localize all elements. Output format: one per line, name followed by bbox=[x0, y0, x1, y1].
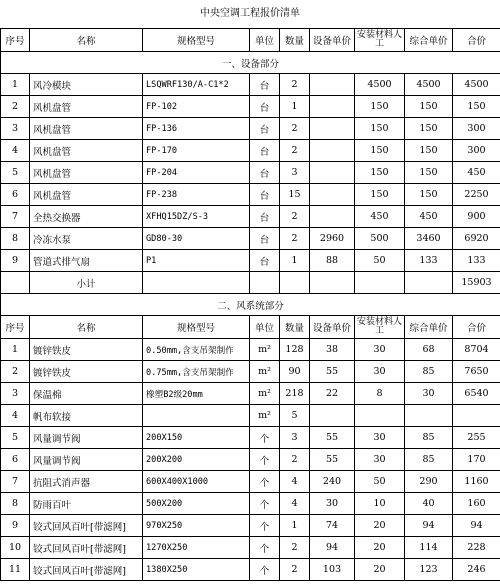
cell-install-labor: 50 bbox=[355, 250, 405, 272]
cell-equip-price: 55 bbox=[310, 449, 355, 471]
table-row bbox=[1, 184, 500, 206]
cell-total: 6540 bbox=[453, 383, 500, 405]
cell-total: 450 bbox=[453, 162, 500, 184]
cell-name: 铰式回风百叶[带滤网] bbox=[30, 515, 143, 537]
cell-install-labor: 30 bbox=[355, 361, 405, 383]
cell-unit: 个 bbox=[250, 493, 280, 515]
table-row bbox=[1, 228, 500, 250]
cell-qty: 2 bbox=[280, 559, 310, 581]
cell-install-labor: 8 bbox=[355, 383, 405, 405]
column-header-equip-price: 设备单价 bbox=[310, 29, 355, 52]
cell-unit: m² bbox=[250, 339, 280, 361]
cell-index: 11 bbox=[1, 559, 30, 581]
cell-install-labor: 500 bbox=[355, 228, 405, 250]
cell-install-labor: 30 bbox=[355, 449, 405, 471]
sheet-title: 中央空调工程报价清单 bbox=[200, 8, 300, 19]
cell-qty: 128 bbox=[280, 339, 310, 361]
table-row bbox=[1, 118, 500, 140]
column-header-install-labor: 安装材料人工 bbox=[355, 316, 405, 339]
cell-qty: 3 bbox=[280, 162, 310, 184]
cell-install-labor: 150 bbox=[355, 140, 405, 162]
cell-unit: 个 bbox=[250, 471, 280, 493]
cell-unit-price bbox=[405, 405, 453, 427]
cell-equip-price bbox=[310, 184, 355, 206]
table-row bbox=[1, 206, 500, 228]
cell-install-labor: 150 bbox=[355, 96, 405, 118]
cell-name: 镀锌铁皮 bbox=[30, 361, 143, 383]
cell-qty: 90 bbox=[280, 361, 310, 383]
cell-spec: 970X250 bbox=[143, 515, 250, 537]
cell-index: 1 bbox=[1, 74, 30, 96]
section1-header-row bbox=[1, 29, 500, 52]
cell-unit-price: 150 bbox=[405, 162, 453, 184]
cell-name: 风冷模块 bbox=[30, 74, 143, 96]
cell-total: 300 bbox=[453, 118, 500, 140]
cell-qty: 218 bbox=[280, 383, 310, 405]
cell-name: 风机盘管 bbox=[30, 184, 143, 206]
cell-install-labor: 4500 bbox=[355, 74, 405, 96]
cell-qty: 4 bbox=[280, 471, 310, 493]
cell-total bbox=[453, 405, 500, 427]
cell-equip-price: 94 bbox=[310, 537, 355, 559]
section2-header-row bbox=[1, 316, 500, 339]
cell-spec: LSQWRF130/A-C1*2 bbox=[143, 74, 250, 96]
cell-spec: 0.75mm,含支吊架制作 bbox=[143, 361, 250, 383]
cell-qty: 2 bbox=[280, 449, 310, 471]
table-row bbox=[1, 96, 500, 118]
table-row bbox=[1, 74, 500, 96]
table-row bbox=[1, 537, 500, 559]
cell-unit: 台 bbox=[250, 228, 280, 250]
section-title: 一、设备部分 bbox=[1, 52, 500, 74]
column-header-qty: 数量 bbox=[280, 29, 310, 52]
cell-index: 4 bbox=[1, 405, 30, 427]
cell-index: 3 bbox=[1, 118, 30, 140]
cell-equip-price bbox=[310, 405, 355, 427]
subtotal-blank-cell bbox=[1, 272, 30, 294]
cell-install-labor: 30 bbox=[355, 339, 405, 361]
table-row bbox=[1, 140, 500, 162]
cell-qty: 1 bbox=[280, 250, 310, 272]
cell-qty: 3 bbox=[280, 427, 310, 449]
cell-unit: 台 bbox=[250, 206, 280, 228]
cell-unit: 台 bbox=[250, 250, 280, 272]
cell-unit-price: 450 bbox=[405, 206, 453, 228]
cell-total: 170 bbox=[453, 449, 500, 471]
cell-spec: FP-238 bbox=[143, 184, 250, 206]
cell-unit: 个 bbox=[250, 537, 280, 559]
cell-index: 9 bbox=[1, 515, 30, 537]
cell-qty: 1 bbox=[280, 515, 310, 537]
cell-qty: 2 bbox=[280, 537, 310, 559]
cell-index: 1 bbox=[1, 339, 30, 361]
cell-spec: 500X200 bbox=[143, 493, 250, 515]
cell-qty: 1 bbox=[280, 96, 310, 118]
cell-name: 冷冻水泵 bbox=[30, 228, 143, 250]
column-header-equip-price: 设备单价 bbox=[310, 316, 355, 339]
table-row bbox=[1, 427, 500, 449]
cell-install-labor: 150 bbox=[355, 118, 405, 140]
cell-total: 4500 bbox=[453, 74, 500, 96]
cell-unit-price: 30 bbox=[405, 383, 453, 405]
cell-equip-price: 74 bbox=[310, 515, 355, 537]
cell-index: 9 bbox=[1, 250, 30, 272]
cell-total: 150 bbox=[453, 96, 500, 118]
cell-qty: 5 bbox=[280, 405, 310, 427]
cell-total: 900 bbox=[453, 206, 500, 228]
cell-total: 6920 bbox=[453, 228, 500, 250]
cell-total: 7650 bbox=[453, 361, 500, 383]
cell-total: 300 bbox=[453, 140, 500, 162]
column-header-index: 序号 bbox=[1, 316, 30, 339]
cell-unit: 个 bbox=[250, 449, 280, 471]
cell-equip-price: 30 bbox=[310, 493, 355, 515]
cell-qty: 2 bbox=[280, 228, 310, 250]
cell-unit: 台 bbox=[250, 96, 280, 118]
cell-unit-price: 85 bbox=[405, 361, 453, 383]
cell-index: 5 bbox=[1, 162, 30, 184]
cell-index: 8 bbox=[1, 493, 30, 515]
cell-index: 10 bbox=[1, 537, 30, 559]
cell-name: 镀锌铁皮 bbox=[30, 339, 143, 361]
cell-spec: XFHQ15DZ/S-3 bbox=[143, 206, 250, 228]
cell-unit: 个 bbox=[250, 427, 280, 449]
subtotal-row bbox=[1, 272, 500, 294]
cell-index: 2 bbox=[1, 361, 30, 383]
cell-spec: P1 bbox=[143, 250, 250, 272]
cell-unit: 台 bbox=[250, 140, 280, 162]
cell-total: 94 bbox=[453, 515, 500, 537]
cell-install-labor bbox=[355, 405, 405, 427]
cell-spec: GD80-30 bbox=[143, 228, 250, 250]
cell-unit: 台 bbox=[250, 162, 280, 184]
cell-unit-price: 150 bbox=[405, 184, 453, 206]
cell-qty: 4 bbox=[280, 493, 310, 515]
table-row bbox=[1, 361, 500, 383]
column-header-spec: 规格型号 bbox=[143, 316, 250, 339]
table-row bbox=[1, 449, 500, 471]
table-row bbox=[1, 250, 500, 272]
cell-unit-price: 3460 bbox=[405, 228, 453, 250]
cell-index: 2 bbox=[1, 96, 30, 118]
cell-equip-price: 2960 bbox=[310, 228, 355, 250]
cell-unit-price: 40 bbox=[405, 493, 453, 515]
cell-spec: 1380X250 bbox=[143, 559, 250, 581]
column-header-name: 名称 bbox=[30, 316, 143, 339]
cell-name: 风机盘管 bbox=[30, 162, 143, 184]
cell-index: 6 bbox=[1, 449, 30, 471]
column-header-index: 序号 bbox=[1, 29, 30, 52]
cell-unit-price: 68 bbox=[405, 339, 453, 361]
table-row bbox=[1, 493, 500, 515]
cell-name: 风机盘管 bbox=[30, 96, 143, 118]
cell-unit-price: 150 bbox=[405, 118, 453, 140]
cell-total: 228 bbox=[453, 537, 500, 559]
cell-unit: 台 bbox=[250, 184, 280, 206]
cell-install-labor: 10 bbox=[355, 493, 405, 515]
table-row bbox=[1, 471, 500, 493]
cell-name: 铰式回风百叶[带滤网] bbox=[30, 559, 143, 581]
cell-total: 8704 bbox=[453, 339, 500, 361]
quotation-table bbox=[0, 28, 500, 581]
cell-name: 保温棉 bbox=[30, 383, 143, 405]
cell-install-labor: 50 bbox=[355, 471, 405, 493]
cell-spec: FP-136 bbox=[143, 118, 250, 140]
cell-index: 6 bbox=[1, 184, 30, 206]
cell-total: 133 bbox=[453, 250, 500, 272]
subtotal-empty-cell bbox=[310, 272, 355, 294]
cell-spec: 1270X250 bbox=[143, 537, 250, 559]
table-row bbox=[1, 559, 500, 581]
cell-unit: 台 bbox=[250, 74, 280, 96]
cell-unit-price: 150 bbox=[405, 96, 453, 118]
column-header-unit: 单位 bbox=[250, 29, 280, 52]
subtotal-empty-cell bbox=[250, 272, 280, 294]
cell-unit-price: 94 bbox=[405, 515, 453, 537]
cell-name: 风机盘管 bbox=[30, 140, 143, 162]
cell-name: 抗阻式消声器 bbox=[30, 471, 143, 493]
cell-unit-price: 133 bbox=[405, 250, 453, 272]
table-row bbox=[1, 383, 500, 405]
cell-qty: 2 bbox=[280, 206, 310, 228]
cell-spec: FP-102 bbox=[143, 96, 250, 118]
cell-name: 管道式排气扇 bbox=[30, 250, 143, 272]
cell-index: 8 bbox=[1, 228, 30, 250]
cell-equip-price: 103 bbox=[310, 559, 355, 581]
cell-index: 5 bbox=[1, 427, 30, 449]
column-header-spec: 规格型号 bbox=[143, 29, 250, 52]
cell-install-labor: 150 bbox=[355, 184, 405, 206]
cell-equip-price: 38 bbox=[310, 339, 355, 361]
cell-unit-price: 123 bbox=[405, 559, 453, 581]
cell-name: 全热交换器 bbox=[30, 206, 143, 228]
cell-spec: 橡塑B2级20mm bbox=[143, 383, 250, 405]
cell-unit-price: 150 bbox=[405, 140, 453, 162]
cell-install-labor: 20 bbox=[355, 515, 405, 537]
column-header-unit-price: 综合单价 bbox=[405, 29, 453, 52]
subtotal-empty-cell bbox=[405, 272, 453, 294]
cell-spec bbox=[143, 405, 250, 427]
cell-name: 风量调节阀 bbox=[30, 427, 143, 449]
cell-spec: 200X200 bbox=[143, 449, 250, 471]
cell-unit-price: 85 bbox=[405, 449, 453, 471]
cell-qty: 15 bbox=[280, 184, 310, 206]
column-header-unit: 单位 bbox=[250, 316, 280, 339]
cell-name: 防雨百叶 bbox=[30, 493, 143, 515]
column-header-total: 合价 bbox=[453, 316, 500, 339]
cell-index: 4 bbox=[1, 140, 30, 162]
cell-name: 帆布软接 bbox=[30, 405, 143, 427]
cell-equip-price bbox=[310, 96, 355, 118]
column-header-unit-price: 综合单价 bbox=[405, 316, 453, 339]
cell-spec: 200X150 bbox=[143, 427, 250, 449]
cell-equip-price bbox=[310, 140, 355, 162]
cell-spec: 0.50mm,含支吊架制作 bbox=[143, 339, 250, 361]
cell-equip-price bbox=[310, 206, 355, 228]
cell-spec: 600X400X1000 bbox=[143, 471, 250, 493]
table-row bbox=[1, 405, 500, 427]
subtotal-empty-cell bbox=[143, 272, 250, 294]
cell-unit-price: 4500 bbox=[405, 74, 453, 96]
column-header-install-labor: 安装材料人工 bbox=[355, 29, 405, 52]
cell-equip-price bbox=[310, 118, 355, 140]
column-header-total: 合价 bbox=[453, 29, 500, 52]
cell-total: 2250 bbox=[453, 184, 500, 206]
cell-total: 255 bbox=[453, 427, 500, 449]
cell-unit-price: 114 bbox=[405, 537, 453, 559]
cell-equip-price: 88 bbox=[310, 250, 355, 272]
cell-unit: 个 bbox=[250, 559, 280, 581]
cell-install-labor: 450 bbox=[355, 206, 405, 228]
cell-equip-price: 22 bbox=[310, 383, 355, 405]
cell-equip-price bbox=[310, 74, 355, 96]
cell-index: 3 bbox=[1, 383, 30, 405]
cell-unit: 台 bbox=[250, 118, 280, 140]
column-header-qty: 数量 bbox=[280, 316, 310, 339]
table-row bbox=[1, 339, 500, 361]
cell-equip-price: 55 bbox=[310, 361, 355, 383]
column-header-name: 名称 bbox=[30, 29, 143, 52]
cell-equip-price: 240 bbox=[310, 471, 355, 493]
cell-install-labor: 20 bbox=[355, 559, 405, 581]
cell-qty: 2 bbox=[280, 140, 310, 162]
cell-unit: m² bbox=[250, 361, 280, 383]
cell-install-labor: 20 bbox=[355, 537, 405, 559]
subtotal-empty-cell bbox=[280, 272, 310, 294]
section1-title-row bbox=[1, 52, 500, 74]
subtotal-value: 15903 bbox=[453, 272, 500, 294]
cell-unit-price: 85 bbox=[405, 427, 453, 449]
cell-install-labor: 150 bbox=[355, 162, 405, 184]
cell-install-labor: 30 bbox=[355, 427, 405, 449]
cell-unit: m² bbox=[250, 405, 280, 427]
cell-name: 风量调节阀 bbox=[30, 449, 143, 471]
section2-title-row bbox=[1, 294, 500, 316]
cell-spec: FP-170 bbox=[143, 140, 250, 162]
cell-spec: FP-204 bbox=[143, 162, 250, 184]
cell-total: 1160 bbox=[453, 471, 500, 493]
cell-index: 7 bbox=[1, 206, 30, 228]
cell-unit-price: 290 bbox=[405, 471, 453, 493]
cell-equip-price bbox=[310, 162, 355, 184]
cell-unit: m² bbox=[250, 383, 280, 405]
cell-total: 246 bbox=[453, 559, 500, 581]
subtotal-empty-cell bbox=[355, 272, 405, 294]
cell-name: 铰式回风百叶[带滤网] bbox=[30, 537, 143, 559]
cell-index: 7 bbox=[1, 471, 30, 493]
cell-equip-price: 55 bbox=[310, 427, 355, 449]
table-row bbox=[1, 162, 500, 184]
subtotal-label: 小计 bbox=[30, 272, 143, 294]
cell-qty: 2 bbox=[280, 74, 310, 96]
cell-unit: 个 bbox=[250, 515, 280, 537]
section-title: 二、风系统部分 bbox=[1, 294, 500, 316]
cell-total: 160 bbox=[453, 493, 500, 515]
cell-name: 风机盘管 bbox=[30, 118, 143, 140]
cell-qty: 2 bbox=[280, 118, 310, 140]
table-row bbox=[1, 515, 500, 537]
